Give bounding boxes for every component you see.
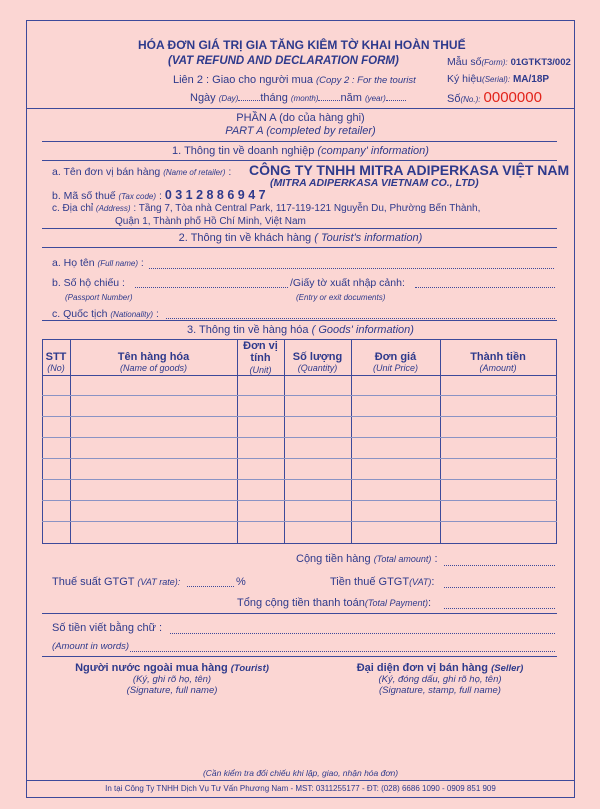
table-row[interactable] (42, 437, 557, 438)
in-words-field[interactable] (170, 633, 555, 634)
col-unit-en: (Unit) (249, 365, 272, 375)
section3-title-en: ( Goods' information) (311, 324, 414, 336)
col-price-en: (Unit Price) (372, 363, 418, 373)
section2-title (26, 232, 575, 244)
col-header-no (42, 351, 70, 373)
date-month-label: tháng (260, 92, 288, 104)
col-header-amount (440, 351, 556, 373)
divider (42, 141, 557, 142)
retailer-label: a. Tên đơn vị bán hàng (Name of retailer) : (52, 166, 232, 178)
vat-rate-field[interactable] (187, 586, 234, 587)
table-row[interactable] (42, 521, 557, 522)
retailer-label-vn: a. Tên đơn vị bán hàng (52, 166, 161, 178)
vat-rate-vn: Thuế suất GTGT (52, 576, 135, 588)
entry-doc-field[interactable] (415, 287, 555, 288)
part-a-title: PHẦN A (do của hàng ghi) (236, 112, 365, 124)
nationality-label: c. Quốc tịch (Nationality) : (52, 308, 159, 320)
seller-title-en: (Seller) (491, 663, 524, 674)
nationality-label-en: (Nationality) (110, 310, 154, 319)
form-title: HÓA ĐƠN GIÁ TRỊ GIA TĂNG KIÊM TỜ KHAI HOÀN THUẾ (138, 38, 466, 52)
seller-signature-block (320, 662, 560, 696)
vat-rate-unit: % (236, 576, 246, 588)
invoice-number: 0000000 (483, 89, 542, 106)
in-words-en: (Amount in words) (52, 641, 130, 652)
divider (26, 108, 575, 109)
copy-vn: Liên 2 : Giao cho người mua (173, 74, 313, 86)
addr-label: c. Địa chỉ (52, 203, 94, 214)
table-header-bottom (42, 375, 557, 376)
col-goods-vn: Tên hàng hóa (117, 351, 190, 363)
serial-row (447, 73, 549, 85)
address-row: c. Địa chỉ (Address) : Tầng 7, Tòa nhà Central Park, 117-119-121 Nguyễn Du, Phường Bến Thành, (52, 203, 481, 214)
section2-title-vn: 2. Thông tin về khách hàng (178, 232, 312, 244)
section1-title (26, 145, 575, 157)
tax-code: 0 3 1 2 8 8 6 9 4 7 (164, 188, 266, 202)
divider (42, 320, 557, 321)
col-unit-vn: Đơn vị tính (243, 340, 278, 364)
divider (42, 160, 557, 161)
name-label: a. Họ tên (52, 257, 95, 269)
date-line (190, 92, 406, 104)
divider (26, 780, 575, 781)
entry-doc-label: /Giấy tờ xuất nhập cảnh: (290, 277, 405, 289)
col-header-price (351, 351, 440, 373)
name-label-en: (Full name) (97, 259, 138, 268)
form-subtitle: (VAT REFUND AND DECLARATION FORM) (168, 55, 399, 67)
footer-note: (Cần kiểm tra đối chiếu khi lập, giao, nhận hóa đơn) (202, 768, 399, 778)
col-no-en: (No) (47, 363, 65, 373)
in-words-field-2[interactable] (130, 651, 555, 652)
buyer-title-en: (Tourist) (230, 663, 269, 674)
form-value: 01GTKT3/002 (510, 57, 571, 68)
col-header-unit (237, 340, 284, 376)
divider (42, 247, 557, 248)
subtotal-en: (Total amount) (373, 554, 432, 564)
section1-title-vn: 1. Thông tin về doanh nghiệp (172, 145, 315, 157)
col-quantity-en: (Quantity) (297, 363, 338, 373)
table-row[interactable] (42, 500, 557, 501)
serial-label: Ký hiệu (447, 73, 483, 85)
section2-title-en: ( Tourist's information) (314, 232, 423, 244)
divider (42, 228, 557, 229)
date-month-en: (month) (290, 94, 319, 103)
buyer-title: Người nước ngoài mua hàng (75, 662, 228, 674)
vat-amount-label: Tiền thuế GTGT(VAT): (330, 576, 435, 588)
col-amount-vn: Thành tiền (470, 351, 526, 363)
tourist-name-label: a. Họ tên (Full name) : (52, 257, 144, 269)
copy-line (173, 74, 416, 86)
table-row[interactable] (42, 458, 557, 459)
col-quantity-vn: Số lượng (292, 351, 343, 363)
nationality-label-vn: c. Quốc tịch (52, 308, 108, 320)
seller-title: Đại diện đơn vị bán hàng (356, 662, 488, 674)
col-goods-en: (Name of goods) (119, 363, 188, 373)
retailer-name-en: (MITRA ADIPERKASA VIETNAM CO., LTD) (270, 177, 479, 189)
date-day-en: (Day) (218, 94, 239, 103)
date-year-label: năm (340, 92, 362, 104)
divider (42, 656, 557, 657)
col-amount-en: (Amount) (479, 363, 517, 373)
addr-line2: Quận 1, Thành phố Hồ Chí Minh, Việt Nam (115, 216, 306, 227)
date-day-label: Ngày (190, 92, 216, 104)
passport-field[interactable] (135, 287, 288, 288)
seller-note-en: (Signature, stamp, full name) (379, 685, 501, 696)
buyer-note: (Ký, ghi rõ họ, tên) (132, 674, 212, 685)
vat-amount-en: (VAT) (409, 577, 432, 587)
retailer-label-en: (Name of retailer) (163, 168, 226, 177)
tourist-name-field[interactable] (149, 268, 554, 269)
tax-code-row: b. Mã số thuế (Tax code) : 0 3 1 2 8 8 6 9 4 7 (52, 188, 266, 202)
serial-value: MA/18P (512, 74, 550, 85)
divider (42, 613, 557, 614)
vat-rate-en: (VAT rate): (137, 577, 181, 587)
col-price-vn: Đơn giá (374, 351, 417, 363)
in-words-label: Số tiền viết bằng chữ : (52, 622, 163, 634)
vat-amount-field[interactable] (444, 587, 555, 588)
col-header-quantity (284, 351, 351, 373)
seller-note: (Ký, đóng dấu, ghi rõ họ, tên) (378, 674, 502, 685)
total-label: Tổng cộng tiền thanh toán(Total Payment): (237, 597, 432, 609)
entry-doc-en: (Entry or exit documents) (296, 293, 386, 302)
col-no-vn: STT (45, 351, 67, 363)
table-row[interactable] (42, 395, 557, 396)
form-label: Mẫu số (447, 56, 482, 68)
subtotal-label: Cộng tiền hàng (Total amount) : (296, 553, 438, 565)
addr-line1: Tầng 7, Tòa nhà Central Park, 117-119-121 Nguyễn Du, Phường Bến Thành, (138, 203, 481, 214)
passport-label: b. Số hộ chiếu : (52, 277, 125, 289)
table-top (42, 339, 557, 340)
tax-label: b. Mã số thuế (52, 190, 116, 202)
section1-title-en: (company' information) (317, 145, 429, 157)
table-bottom (42, 543, 557, 544)
tax-label-en: (Tax code) (118, 192, 157, 201)
addr-label-en: (Address) (95, 204, 131, 213)
total-field[interactable] (444, 608, 555, 609)
section3-title-vn: 3. Thông tin về hàng hóa (187, 324, 309, 336)
nationality-field[interactable] (166, 318, 555, 319)
table-row[interactable] (42, 416, 557, 417)
no-label-en: (No.): (460, 95, 481, 104)
form-number-row (447, 56, 571, 68)
copy-en: (Copy 2 : For the tourist (316, 75, 416, 86)
table-border-right (556, 339, 557, 543)
form-label-en: (Form): (481, 58, 508, 67)
date-year-en: (year) (364, 94, 386, 103)
subtotal-field[interactable] (444, 565, 555, 566)
total-en: (Total Payment) (364, 598, 429, 608)
no-label: Số (447, 93, 461, 105)
printer-info: In tại Công Ty TNHH Dịch Vụ Tư Vấn Phương Nam - MST: 0311255177 - ĐT: (028) 6686 1090 - 0909 851 909 (105, 784, 496, 793)
invoice-number-row (447, 89, 542, 106)
vat-rate-label (52, 576, 180, 588)
part-a-subtitle: PART A (completed by retailer) (225, 125, 376, 137)
retailer-name: CÔNG TY TNHH MITRA ADIPERKASA VIỆT NAM (249, 162, 570, 178)
table-row[interactable] (42, 479, 557, 480)
buyer-signature-block (42, 662, 302, 696)
section3-title (26, 324, 575, 336)
vat-amount-vn: Tiền thuế GTGT (330, 576, 410, 588)
col-header-goods (70, 351, 237, 373)
buyer-note-en: (Signature, full name) (126, 685, 218, 696)
subtotal-vn: Cộng tiền hàng (296, 553, 371, 565)
passport-en: (Passport Number) (65, 293, 133, 302)
total-vn: Tổng cộng tiền thanh toán (237, 597, 365, 609)
serial-label-en: (Serial): (482, 75, 511, 84)
